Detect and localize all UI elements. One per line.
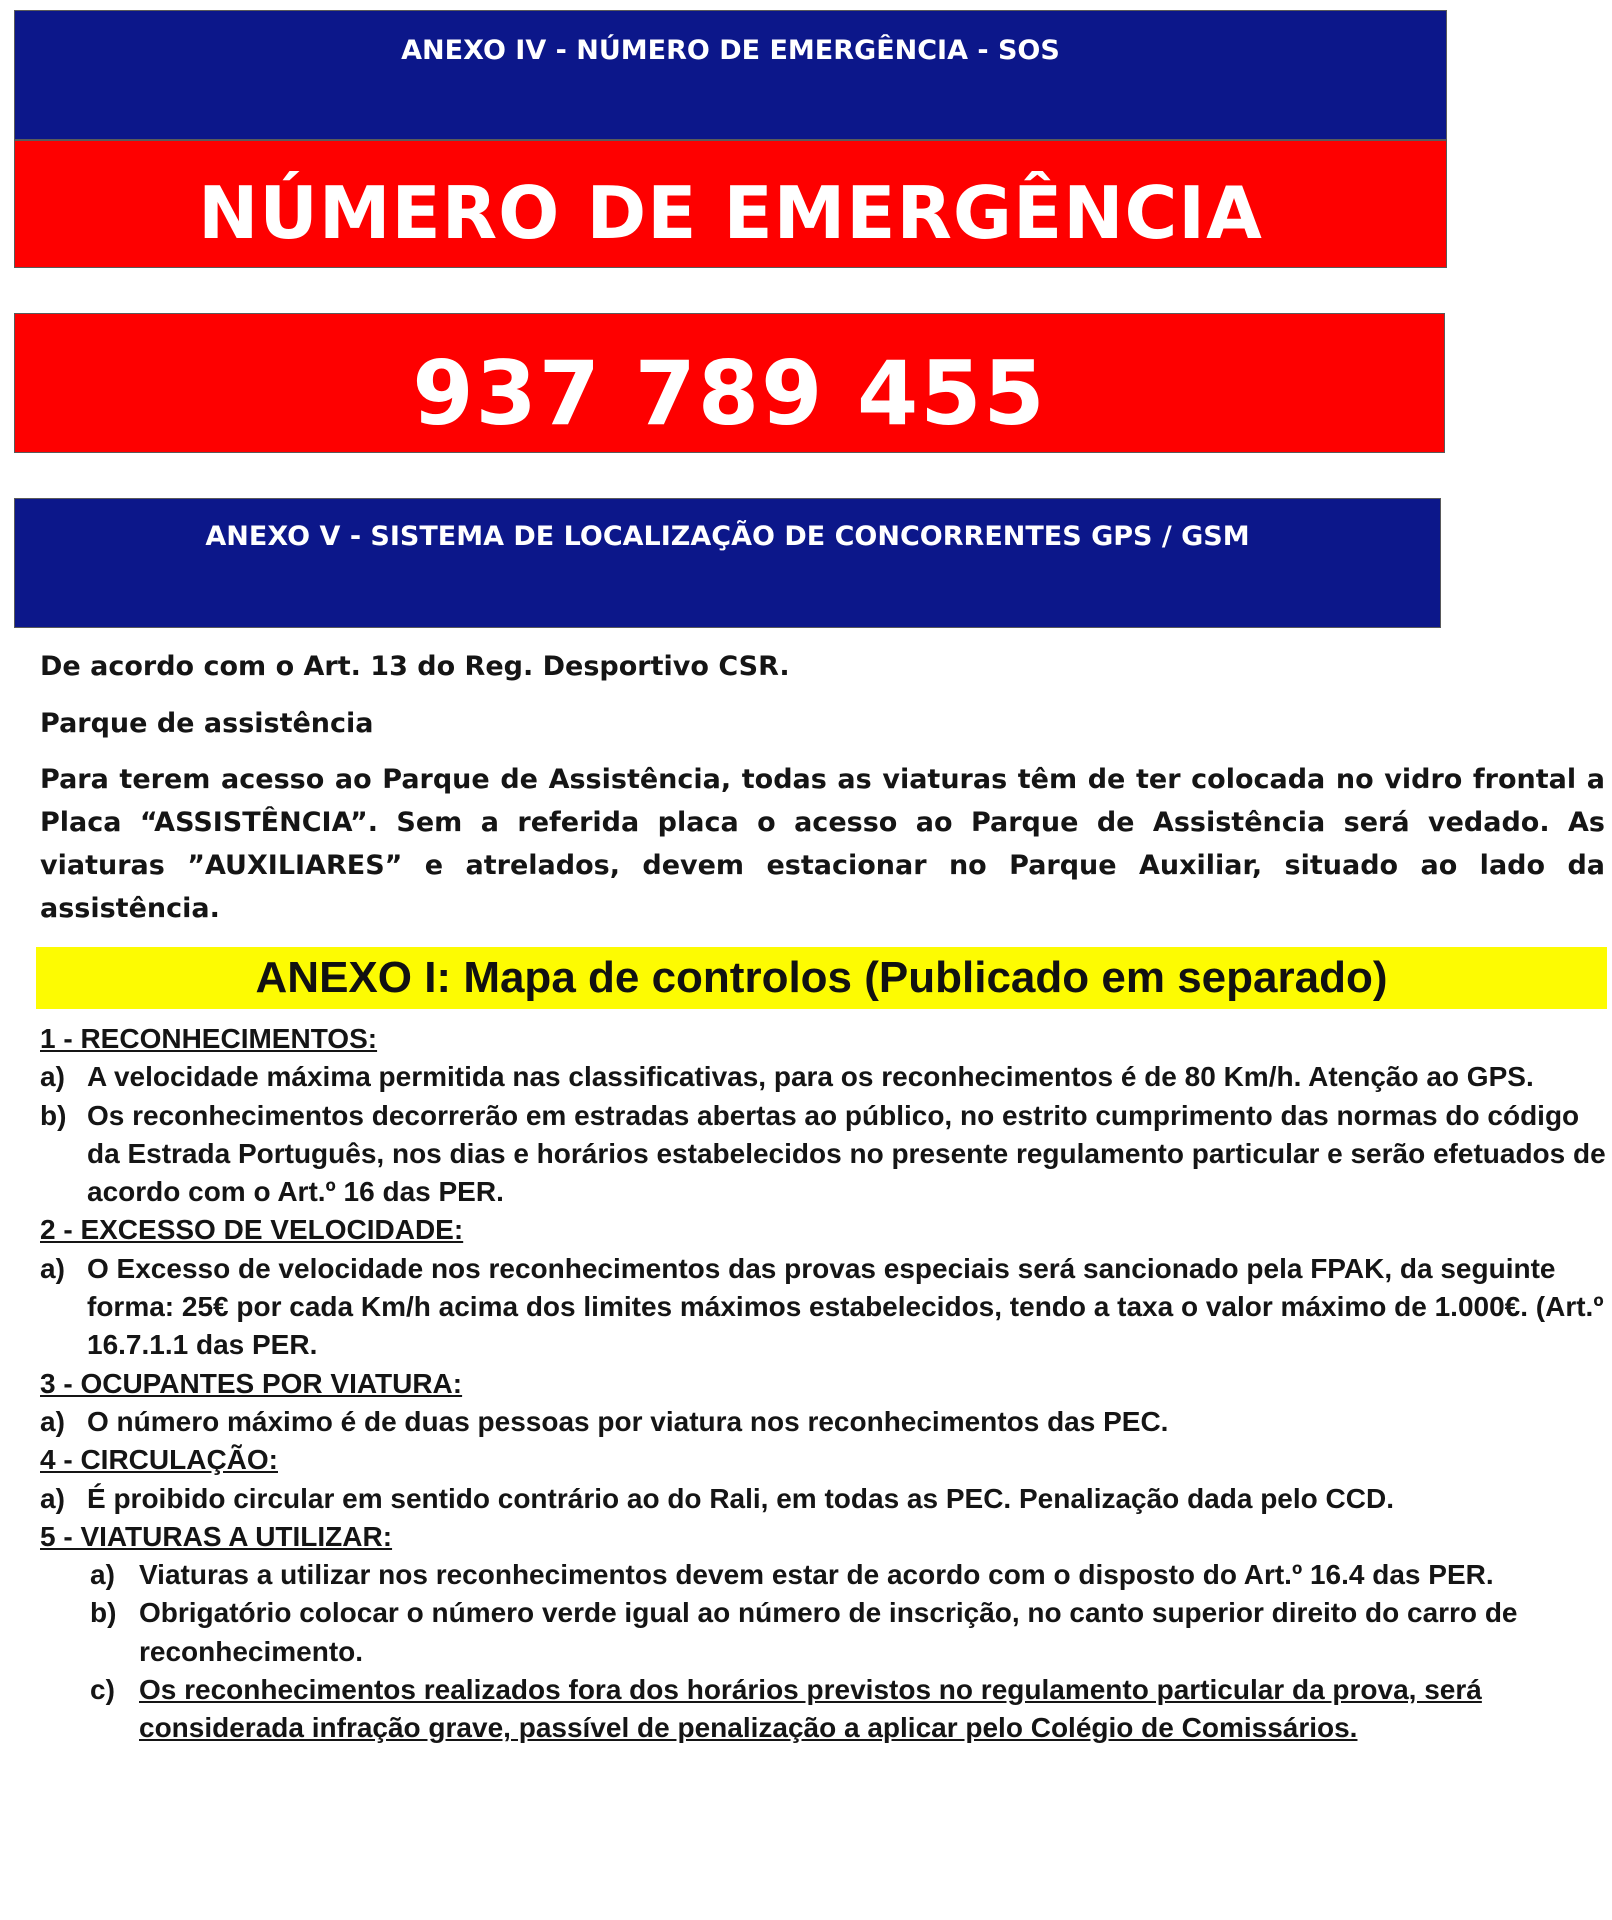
anexo-v-banner xyxy=(14,498,1441,628)
item-text: Os reconhecimentos realizados fora dos horários previstos no regulamento particular da prova, será considerada infração grave, passível de penalização a aplicar pelo Colégio de Comissários. xyxy=(139,1674,1482,1744)
emergency-title-banner xyxy=(14,140,1447,268)
item-text: O número máximo é de duas pessoas por viatura nos reconhecimentos das PEC. xyxy=(87,1405,1169,1437)
item-text: Viaturas a utilizar nos reconhecimentos devem estar de acordo com o disposto do Art.º 16.4 das PER. xyxy=(139,1559,1494,1591)
item-text: Os reconhecimentos decorrerão em estradas abertas ao público, no estrito cumprimento das normas do código da Estrada Português, nos dias e horários estabelecidos no presente regulamento particular e serão efetuados de acordo com o Art.º 16 das PER. xyxy=(87,1099,1606,1208)
item-label: a) xyxy=(40,1482,65,1514)
item-text: O Excesso de velocidade nos reconhecimentos das provas especiais será sancionado pela FPAK, da seguinte forma: 25€ por cada Km/h acima dos limites máximos estabelecidos, tendo a taxa o valor máximo de 1.000€. (Art.º 16.7.1.1 das PER. xyxy=(87,1252,1604,1361)
assistance-park-heading: Parque de assistência xyxy=(40,708,374,739)
section-heading-reconhecimentos: 1 - RECONHECIMENTOS: xyxy=(40,1023,378,1054)
anexo-i-title: ANEXO I: Mapa de controlos (Publicado em separado) xyxy=(255,953,1388,1002)
list-item xyxy=(40,1097,1610,1212)
assistance-park-text: Para terem acesso ao Parque de Assistência, todas as viaturas têm de ter colocada no vidro frontal a Placa “ASSISTÊNCIA”. Sem a referida placa o acesso ao Parque de Assistência será vedado. As viaturas ”AUXILIARES” e atrelados, devem estacionar no Parque Auxiliar, situado ao lado da assistência. xyxy=(40,764,1605,924)
list-item xyxy=(40,1556,1610,1594)
section-heading-excesso-velocidade: 2 - EXCESSO DE VELOCIDADE: xyxy=(40,1214,464,1246)
regulation-reference: De acordo com o Art. 13 do Reg. Desportivo CSR. xyxy=(40,651,790,682)
anexo-v-title: ANEXO V - SISTEMA DE LOCALIZAÇÃO DE CONCORRENTES GPS / GSM xyxy=(205,521,1250,552)
rules-list xyxy=(40,1020,1610,1748)
list-item xyxy=(40,1594,1610,1671)
anexo-i-banner xyxy=(36,947,1607,1009)
section-heading-viaturas: 5 - VIATURAS A UTILIZAR: xyxy=(40,1520,393,1552)
item-label: b) xyxy=(90,1597,117,1629)
item-text: Obrigatório colocar o número verde igual ao número de inscrição, no canto superior direito do carro de reconhecimento. xyxy=(139,1597,1518,1667)
anexo-iv-title: ANEXO IV - NÚMERO DE EMERGÊNCIA - SOS xyxy=(401,35,1060,66)
list-item xyxy=(40,1058,1610,1096)
item-text: A velocidade máxima permitida nas classificativas, para os reconhecimentos é de 80 Km/h. Atenção ao GPS. xyxy=(87,1061,1534,1093)
item-label: a) xyxy=(90,1559,115,1591)
list-item xyxy=(40,1480,1610,1518)
item-label: a) xyxy=(40,1061,65,1093)
emergency-number-banner xyxy=(14,313,1445,453)
item-label: c) xyxy=(90,1674,115,1706)
item-label: b) xyxy=(40,1099,67,1131)
emergency-title: NÚMERO DE EMERGÊNCIA xyxy=(198,171,1263,255)
emergency-number: 937 789 455 xyxy=(412,342,1047,445)
list-item xyxy=(40,1403,1610,1441)
section-heading-ocupantes: 3 - OCUPANTES POR VIATURA: xyxy=(40,1367,463,1399)
list-item xyxy=(40,1671,1610,1748)
section-heading-circulacao: 4 - CIRCULAÇÃO: xyxy=(40,1444,278,1476)
item-text: É proibido circular em sentido contrário ao do Rali, em todas as PEC. Penalização dada pelo CCD. xyxy=(87,1482,1394,1514)
item-label: a) xyxy=(40,1405,65,1437)
list-item xyxy=(40,1250,1610,1365)
anexo-iv-banner xyxy=(14,10,1447,140)
item-label: a) xyxy=(40,1252,65,1284)
